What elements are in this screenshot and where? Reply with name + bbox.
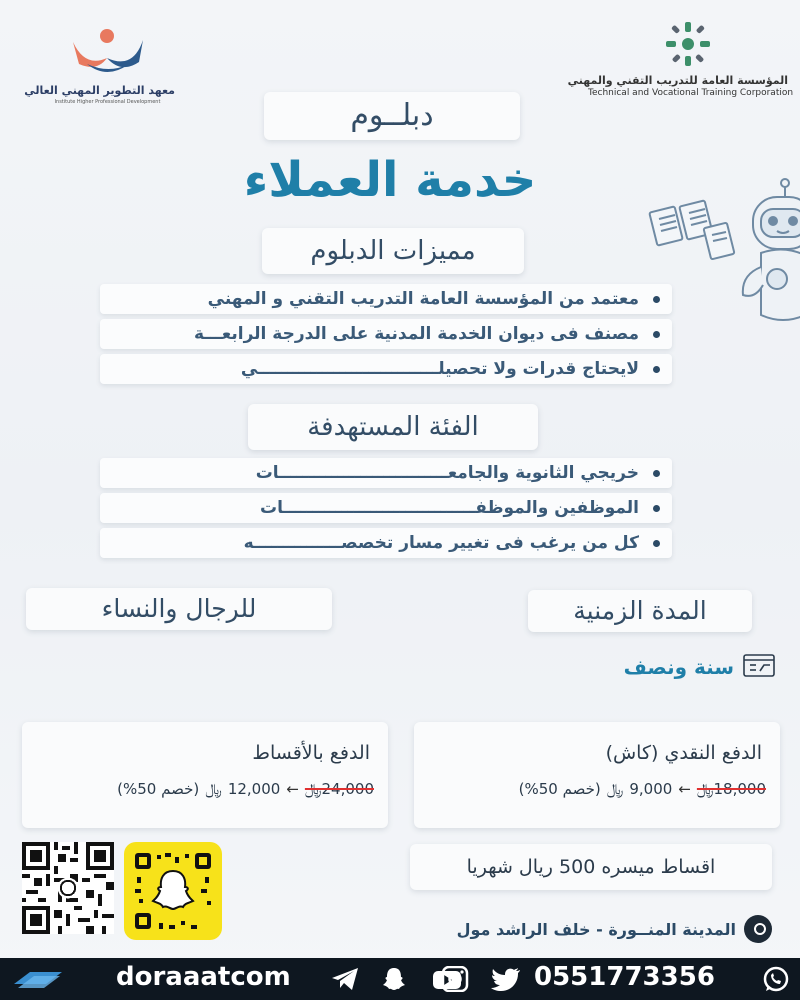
- gender-title: للرجال والنساء: [101, 594, 257, 623]
- telegram-icon[interactable]: [330, 966, 358, 992]
- bullet-dot-icon: [653, 296, 660, 303]
- bullet-dot-icon: [653, 540, 660, 547]
- feature-item: [100, 354, 672, 384]
- target-section-title-box: [248, 404, 538, 450]
- robot-illustration: [645, 175, 800, 340]
- installment-discount: (خصم 50%): [117, 780, 200, 798]
- bullet-dot-icon: [653, 505, 660, 512]
- whatsapp-qr-code[interactable]: [22, 842, 114, 934]
- institute-name-en: Institute Higher Professional Development: [54, 99, 161, 105]
- bullet-dot-icon: [653, 366, 660, 373]
- whatsapp-icon[interactable]: [760, 966, 788, 992]
- feature-item-text: مصنف فى ديوان الخدمة المدنية على الدرجة الرابعـــة: [194, 324, 639, 344]
- cash-new-price: 9,000: [629, 780, 673, 798]
- monthly-installments-text: اقساط ميسره 500 ريال شهريا: [466, 856, 716, 878]
- target-item: [100, 458, 672, 488]
- cash-old-price: 18,000﷼: [696, 780, 766, 798]
- duration-title-box: [528, 590, 752, 632]
- location-pin-icon: [744, 915, 772, 943]
- diploma-label: دبلــوم: [350, 98, 434, 133]
- bullet-dot-icon: [653, 470, 660, 477]
- target-item: [100, 493, 672, 523]
- page-title: خدمة العملاء: [243, 152, 537, 208]
- phone-number[interactable]: 0551773356: [534, 962, 715, 992]
- website-text[interactable]: doraaatcom: [116, 962, 291, 992]
- duration-row: [596, 652, 776, 682]
- instagram-icon[interactable]: [440, 966, 468, 992]
- riyal-icon: ﷼: [205, 780, 222, 798]
- feature-item: [100, 284, 672, 314]
- cash-payment-title: الدفع النقدي (كاش): [605, 742, 762, 764]
- cash-price-line: [428, 780, 766, 798]
- footer-bar: [0, 958, 800, 1000]
- institute-logo-mark: [67, 28, 149, 78]
- tvtc-name-en: Technical and Vocational Training Corporation: [588, 88, 794, 98]
- bullet-dot-icon: [653, 331, 660, 338]
- arrow-icon: ←: [286, 780, 299, 798]
- tvtc-emblem-icon: [662, 20, 714, 68]
- feature-item: [100, 319, 672, 349]
- cash-discount: (خصم 50%): [518, 780, 601, 798]
- installment-old-price: 24,000﷼: [304, 780, 374, 798]
- calendar-icon: [742, 652, 776, 682]
- website-logo-icon: [10, 966, 38, 992]
- gender-title-box: [26, 588, 332, 630]
- twitter-icon[interactable]: [490, 966, 518, 992]
- features-section-title: مميزات الدبلوم: [310, 236, 476, 266]
- target-item-text: الموظفين والموظفـــــــــــــــــــــــــــــــــات: [260, 498, 639, 518]
- arrow-icon: ←: [678, 780, 691, 798]
- duration-title: المدة الزمنية: [573, 596, 707, 625]
- tvtc-name-ar: المؤسسة العامة للتدريب التقني والمهني: [567, 74, 788, 87]
- target-section-title: الفئة المستهدفة: [307, 412, 479, 442]
- snapchat-qr-code[interactable]: [124, 842, 222, 940]
- institute-logo: [24, 28, 175, 118]
- installment-payment-card: [22, 722, 388, 828]
- installment-new-price: 12,000: [227, 780, 281, 798]
- location-text: المدينة المنــورة - خلف الراشد مول: [456, 919, 736, 939]
- target-item: [100, 528, 672, 558]
- installment-price-line: [36, 780, 374, 798]
- target-item-text: خريجي الثانوية والجامعـــــــــــــــــــــــــــــات: [255, 463, 639, 483]
- feature-item-text: معتمد من المؤسسة العامة التدريب التقني و المهني: [207, 289, 639, 309]
- snapchat-icon[interactable]: [380, 966, 408, 992]
- feature-item-text: لايحتاج قدرات ولا تحصيلـــــــــــــــــــــــــــــــي: [240, 359, 639, 379]
- tvtc-logo: [567, 20, 794, 110]
- institute-name-ar: معهد التطوير المهني العالي: [24, 84, 175, 97]
- cash-payment-card: [414, 722, 780, 828]
- installment-payment-title: الدفع بالأقساط: [252, 742, 370, 764]
- features-section-title-box: [262, 228, 524, 274]
- target-item-text: كل من يرغب فى تغيير مسار تخصصـــــــــــــــه: [243, 533, 639, 553]
- monthly-installments-box: [410, 844, 772, 890]
- duration-value: سنة ونصف: [623, 655, 734, 679]
- diploma-label-box: [264, 92, 520, 140]
- riyal-icon: ﷼: [606, 780, 624, 798]
- location-row: [400, 914, 772, 944]
